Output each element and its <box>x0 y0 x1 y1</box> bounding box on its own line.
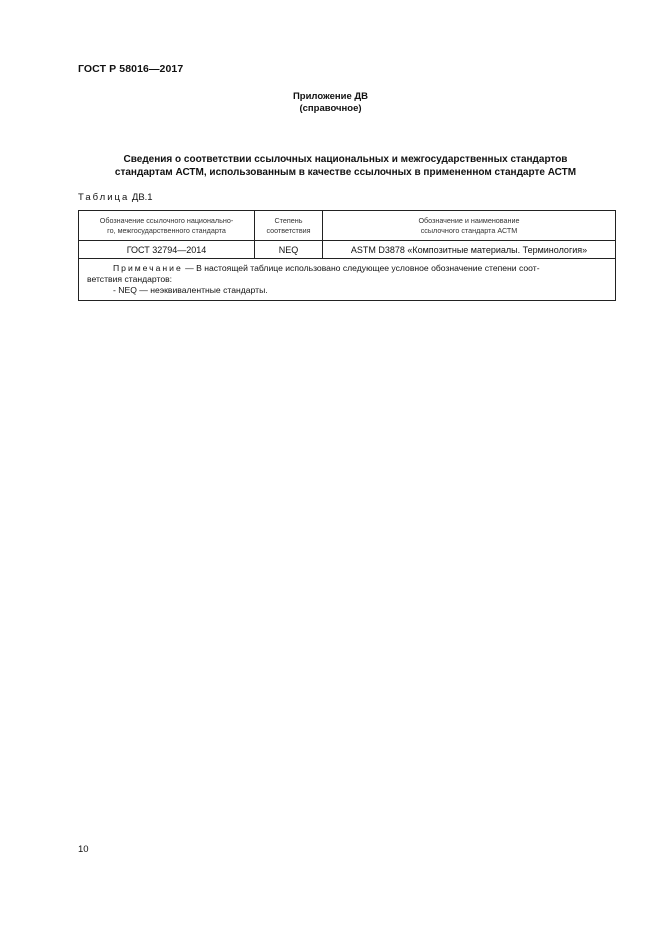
note-line-2: ветствия стандартов: <box>87 274 173 284</box>
table-header-row <box>79 211 616 241</box>
conformity-table <box>78 210 616 301</box>
table-row <box>79 241 616 259</box>
table-caption <box>78 192 153 203</box>
table-note-row <box>79 259 616 301</box>
cell-national-standard: ГОСТ 32794—2014 <box>79 241 255 259</box>
table-note <box>79 259 616 301</box>
note-line-1: — В настоящей таблице использовано следующее условное обозначение степени соот- <box>182 263 540 273</box>
appendix-title: Приложение ДВ <box>292 91 369 102</box>
appendix-subtitle: (справочное) <box>299 103 362 114</box>
section-heading-line-2: стандартам АСТМ, использованным в качестве ссылочных в примененном стандарте АСТМ <box>114 167 577 178</box>
column-header-national-standard: Обозначение ссылочного национально- го, межгосударственного стандарта <box>79 211 255 241</box>
document-code: ГОСТ Р 58016—2017 <box>78 63 184 75</box>
column-header-degree: Степень соответствия <box>255 211 323 241</box>
appendix-heading <box>0 91 661 115</box>
section-heading-line-1: Сведения о соответствии ссылочных национальных и межгосударственных стандартов <box>123 154 568 165</box>
cell-degree: NEQ <box>255 241 323 259</box>
table-caption-number: ДВ.1 <box>131 192 153 203</box>
cell-astm-standard: ASTM D3878 «Композитные материалы. Терминология» <box>323 241 616 259</box>
section-heading <box>60 153 631 179</box>
note-line-3: - NEQ — неэквивалентные стандарты. <box>113 285 268 295</box>
table-caption-word: Таблица <box>78 192 130 203</box>
page-number: 10 <box>78 844 89 855</box>
column-header-astm-standard: Обозначение и наименование ссылочного стандарта АСТМ <box>323 211 616 241</box>
note-label: Примечание <box>113 263 183 273</box>
